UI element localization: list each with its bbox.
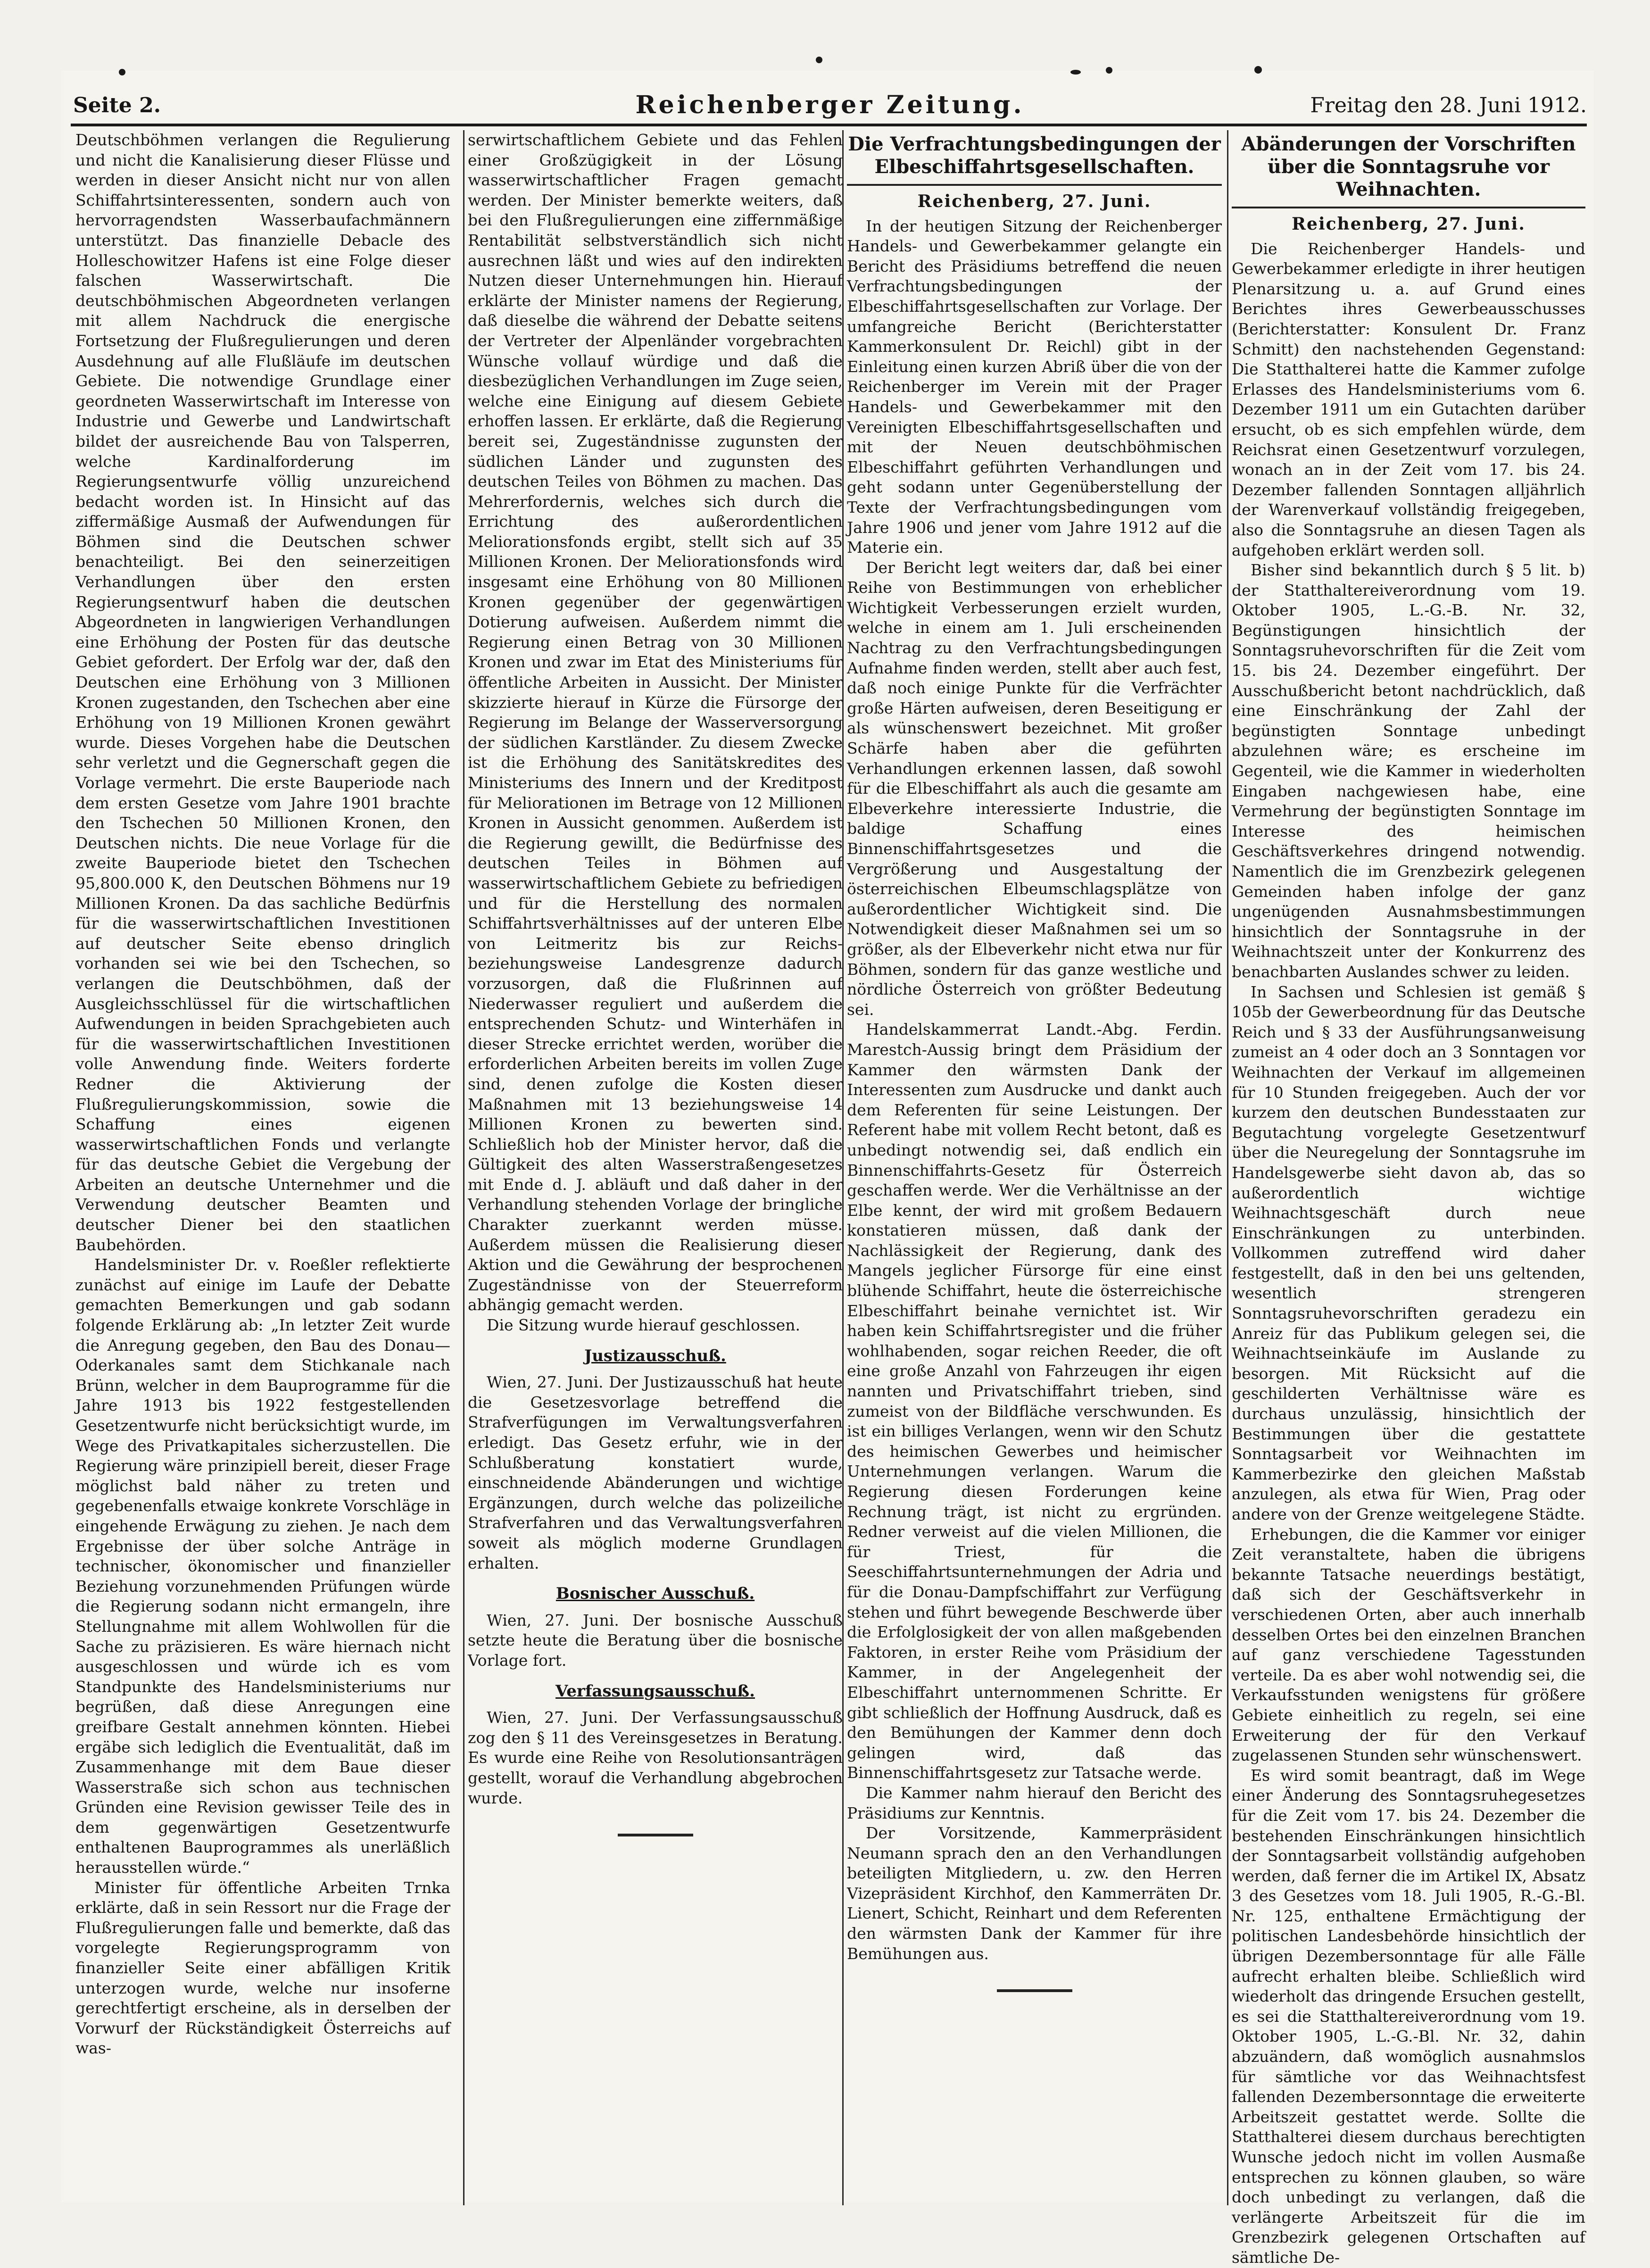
scan-dot [1106,67,1112,74]
title-rule [847,184,1222,186]
paragraph: Bisher sind bekanntlich durch § 5 lit. b) der Statthaltereiverordnung vom 19. Oktober 1905, L.-G.-B. Nr. 32, Begünstigungen hinsichtlich der Sonntagsruhevorschriften für die Zeit vom 15. bis 24. Dezember eingeführt. Der Ausschußbericht betont nachdrücklich, daß eine Einschränkung der Zahl der begünstigten Sonntage unbedingt abzulehnen wäre; es erscheine im Gegenteil, wie die Kammer in wiederholten Eingaben nachgewiesen habe, eine Vermehrung der begünstigten Sonntage im Interesse des heimischen Geschäftsverkehres dringend notwendig. Namentlich die im Grenzbezirk gelegenen Gemeinden haben infolge der ganz ungenügenden Ausnahmsbestimmungen hinsichtlich der Sonntagsruhe in der Weihnachtszeit unter der Konkurrenz des benachbarten Auslandes schwer zu leiden. [1232,561,1585,981]
masthead: Reichenberger Zeitung. [635,91,1025,119]
dateline: Reichenberg, 27. Juni. [917,191,1152,211]
column-rule [463,130,464,2205]
paragraph: Wien, 27. Juni. Der bosnische Ausschuß setzte heute die Beratung über die bosnische Vorlage fort. [468,1611,843,1670]
column-1 [75,130,450,2201]
paragraph: Deutschböhmen verlangen die Regulierung und nicht die Kanalisierung dieser Flüsse und werden in dieser Ansicht nicht nur von allen Schiffahrtsinteressenten, sondern auch von hervorragendsten Wasserbaufachmännern unterstützt. Das finanzielle Debacle des Holleschowitzer Hafens ist eine Folge dieser falschen Wasserwirtschaft. Die deutschböhmischen Abgeordneten verlangen mit allem Nachdruck die energische Fortsetzung der Flußregulierungen und deren Ausdehnung auf alle Flußläufe im deutschen Gebiete. Die notwendige Grundlage einer geordneten Wasserwirtschaft im Interesse von Industrie und Gewerbe und Landwirtschaft bildet der ausreichende Bau von Talsperren, welche Kardinalforderung im Regierungsentwurfe völlig unzureichend bedacht worden ist. In Hinsicht auf das ziffermäßige Ausmaß der Aufwendungen für Böhmen sind die Deutschen schwer benachteiligt. Bei den seinerzeitigen Verhandlungen über den ersten Regierungsentwurf haben die deutschen Abgeordneten in langwierigen Verhandlungen eine Erhöhung der Posten für das deutsche Gebiet gefordert. Der Erfolg war der, daß den Deutschen eine Erhöhung von 3 Millionen Kronen zugestanden, den Tschechen aber eine Erhöhung von 19 Millionen Kronen gewährt wurde. Dieses Vorgehen habe die Deutschen sehr verletzt und die Gegnerschaft gegen die Vorlage vermehrt. Die erste Bauperiode nach dem ersten Gesetze vom Jahre 1901 brachte den Tschechen 50 Millionen Kronen, den Deutschen nichts. Die neue Vorlage für die zweite Bauperiode bietet den Tschechen 95,800.000 K, den Deutschen Böhmens nur 19 Millionen Kronen. Da das sachliche Bedürfnis für die wasserwirtschaftlichen Investitionen auf deutscher Seite ebenso dringlich vorhanden sei wie bei den Tschechen, so verlangen die Deutschböhmen, daß der Ausgleichsschlüssel für die wirtschaftlichen Aufwendungen in beiden Sprachgebieten auch für die wasserwirtschaftlichen Investitionen volle Anwendung finde. Weiters forderte Redner die Aktivierung der Flußregulierungskommission, sowie die Schaffung eines eigenen wasserwirtschaftlichen Fonds und verlangte für das deutsche Gebiet die Vergebung der Arbeiten an deutsche Unternehmer und die Verwendung deutscher Beamten und deutscher Diener bei den staatlichen Baubehörden. [75,131,450,1254]
paragraph: Wien, 27. Juni. Der Verfassungsausschuß zog den § 11 des Vereinsgesetzes in Beratung. Es wurde eine Reihe von Resolutionsanträgen gestellt, worauf die Verhandlung abgebrochen wurde. [468,1708,843,1807]
paragraph: Wien, 27. Juni. Der Justizausschuß hat heute die Gesetzesvorlage betreffend die Strafverfügungen im Verwaltungsverfahren erledigt. Das Gesetz erfuhr, wie in der Schlußberatung konstatiert wurde, einschneidende Abänderungen und wichtige Ergänzungen, durch welche das polizeiliche Strafverfahren und das Verwaltungsverfahren soweit als möglich moderne Grundlagen erhalten. [468,1373,843,1572]
section-title-justiz: Justizausschuß. [584,1346,726,1365]
paragraph: Erhebungen, die die Kammer vor einiger Zeit veranstaltete, haben die übrigens bekannte Tatsache neuerdings bestätigt, daß sich der Geschäftsverkehr in verschiedenen Orten, aber auch innerhalb desselben Ortes bei den einzelnen Branchen auf ganz verschiedene Tagesstunden verteile. Da es aber wohl notwendig sei, die Verkaufsstunden wenigstens für größere Gebiete einheitlich zu regeln, sei eine Erweiterung der für den Verkauf zugelassenen Stunden sehr wünschenswert. [1232,1525,1585,1765]
column-4 [1232,130,1585,2267]
paragraph: Die Sitzung wurde hierauf geschlossen. [487,1316,801,1335]
section-title-verfassung: Verfassungsausschuß. [556,1681,755,1701]
paragraph: Die Kammer nahm hierauf den Bericht des Präsidiums zur Kenntnis. [847,1783,1222,1822]
column-3 [847,130,1222,2201]
paragraph: Der Vorsitzende, Kammerpräsident Neumann sprach den an den Verhandlungen beteiligten Mitgliedern, u. zw. den Herren Vizepräsident Kirchhof, den Kammerräten Dr. Lienert, Schicht, Reinhart und dem Referenten den wärmsten Dank der Kammer für ihre Bemühungen aus. [847,1824,1222,1963]
column-rule [1227,130,1228,2205]
end-rule [997,1989,1072,1992]
paragraph: Minister für öffentliche Arbeiten Trnka erklärte, daß in sein Ressort nur die Frage der Flußregulierungen falle und bemerkte, daß das vorgelegte Regierungsprogramm von finanzieller Seite einer abfälligen Kritik unterzogen wurde, welche nur insoferne gerechtfertigt erscheine, als in derselben der Vorwurf der Rückständigkeit Österreichs auf was- [75,1878,450,2058]
title-rule [1232,207,1585,208]
article-title: Abänderungen der Vorschriften über die Sonntagsruhe vor Weihnachten. [1241,133,1576,200]
paragraph: In Sachsen und Schlesien ist gemäß § 105b der Gewerbeordnung für das Deutsche Reich und § 33 der Ausführungsanweisung zumeist an 4 oder doch an 3 Sonntagen vor Weihnachten der Verkauf im allgemeinen für 10 Stunden freigegeben. Auch der vor kurzem den deutschen Bundesstaaten zur Begutachtung vorgelegte Gesetzentwurf über die Neuregelung der Sonntagsruhe im Handelsgewerbe sieht davon ab, das so außerordentlich wichtige Weihnachtsgeschäft durch neue Einschränkungen zu unterbinden. Vollkommen zutreffend wird daher festgestellt, daß in den bei uns geltenden, wesentlich strengeren Sonntagsruhevorschriften geradezu ein Anreiz für das Publikum gelegen sei, die Weihnachtseinkäufe im Auslande zu besorgen. Mit Rücksicht auf die geschilderten Verhältnisse wäre es durchaus unzulässig, hinsichtlich der Bestimmungen über die gestattete Sonntagsarbeit vor Weihnachten im Kammerbezirke den gleichen Maßstab anzulegen, als etwa für Wien, Prag oder andere von der Grenze weitgelegene Städte. [1232,982,1585,1523]
paragraph: Handelskammerrat Landt.-Abg. Ferdin. Marestch-Aussig bringt dem Präsidium der Kammer den wärmsten Dank der Interessenten zum Ausdrucke und dankt auch dem Referenten für seine Leistungen. Der Referent habe mit vollem Recht betont, daß es unbedingt notwendig sei, daß endlich ein Binnenschiffahrts-Gesetz für Österreich geschaffen werde. Wer die Verhältnisse an der Elbe kennt, der wird mit großem Bedauern konstatieren müssen, daß dank der Nachlässigkeit der Regierung, dank des Mangels jeglicher Fürsorge für eine einst blühende Schiffahrt, heute die österreichische Elbeschiffahrt beinahe vernichtet ist. Wir haben kein Schiffahrtsregister und die früher wohlhabenden, sogar reichen Reeder, die oft eine große Anzahl von Fahrzeugen ihr eigen nannten und Privatschiffahrt trieben, sind zumeist von der Bildfläche verschwunden. Es ist ein billiges Verlangen, wenn wir den Schutz des heimischen Gewerbes und heimischer Unternehmungen verlangen. Warum die Regierung diesen Forderungen keine Rechnung trägt, ist nicht zu ergründen. Redner verweist auf die vielen Millionen, die für Triest, für die Seeschiffahrtsunternehmungen der Adria und für die Donau-Dampfschiffahrt zur Verfügung stehen und führt bewegende Beschwerde über die Erfolglosigkeit der von allen maßgebenden Faktoren, in erster Reihe vom Präsidium der Kammer, in der Angelegenheit der Elbeschiffahrt unternommenen Schritte. Er gibt schließlich der Hoffnung Ausdruck, daß es den Bemühungen der Kammer denn doch gelingen wird, daß das Binnenschiffahrtsgesetz zur Tatsache werde. [847,1020,1222,1782]
paragraph: Die Reichenberger Handels- und Gewerbekammer erledigte in ihrer heutigen Plenarsitzung u. a. auf Grund eines Berichtes ihres Gewerbeausschusses (Berichterstatter: Konsulent Dr. Franz Schmitt) den nachstehenden Gegenstand: Die Statthalterei hatte die Kammer zufolge Erlasses des Handelsministeriums vom 6. Dezember 1911 um ein Gutachten darüber ersucht, ob es sich empfehlen würde, dem Reichsrat einen Gesetzentwurf vorzulegen, wonach an in der Zeit vom 17. bis 24. Dezember fallenden Sonntagen alljährlich der Warenverkauf vollständig freigegeben, also die Sonntagsruhe an diesen Tagen als aufgehoben erklärt werden soll. [1232,239,1585,559]
paragraph: serwirtschaftlichem Gebiete und das Fehlen einer Großzügigkeit in der Lösung wasserwirtschaftlicher Fragen gemacht werden. Der Minister bemerkte weiters, daß bei den Flußregulierungen eine ziffernmäßige Rentabilität selbstverständlich sich nicht ausrechnen läßt und wies auf den indirekten Nutzen dieser Unternehmungen hin. Hierauf erklärte der Minister namens der Regierung, daß dieselbe die während der Debatte seitens der Vertreter der Alpenländer vorgebrachten Wünsche vollauf würdige und daß die diesbezüglichen Verhandlungen im Zuge seien, welche eine Einigung auf diesem Gebiete erhoffen lassen. Er erklärte, daß die Regierung bereit sei, Zugeständnisse zugunsten der südlichen Länder und zugunsten des deutschen Teiles von Böhmen zu machen. Das Mehrerfordernis, welches sich durch die Errichtung des außerordentlichen Meliorationsfonds ergibt, stellt sich auf 35 Millionen Kronen. Der Meliorationsfonds wird insgesamt eine Erhöhung von 80 Millionen Kronen gegenüber der gegenwärtigen Dotierung aufweisen. Außerdem nimmt die Regierung einen Betrag von 30 Millionen Kronen und zwar im Etat des Ministeriums für öffentliche Arbeiten in Aussicht. Der Minister skizzierte hierauf in Kürze die Fürsorge der Regierung im Belange der Wasserversorgung der südlichen Karstländer. Zu diesem Zwecke ist die Erhöhung des Sanitätskredites des Ministeriums des Innern und der Kreditpost für Meliorationen im Betrage von 12 Millionen Kronen in Aussicht genommen. Außerdem ist die Regierung gewillt, die Bedürfnisse des deutschen Teiles in Böhmen auf wasserwirtschaftlichem Gebiete zu befriedigen und für die Herstellung des normalen Schiffahrtsverhältnisses auf der unteren Elbe von Leitmeritz bis zur Reichs- beziehungsweise Landesgrenze dadurch vorzusorgen, daß die Flußrinnen auf Niederwasser reguliert und außerdem die entsprechenden Schutz- und Winterhäfen in dieser Strecke errichtet werden, worüber die erforderlichen Arbeiten bereits im vollen Zuge sind, denen zufolge die Kosten dieser Maßnahmen mit 13 beziehungsweise 14 Millionen Kronen zu bewerten sind. Schließlich hob der Minister hervor, daß die Gültigkeit des alten Wasserstraßengesetzes mit Ende d. J. abläuft und daß daher in der Verhandlung stehenden Vorlage der bringliche Charakter zuerkannt werden müsse. Außerdem müssen die Realisierung dieser Aktion und die Gewährung der besprochenen Zugeständnisse von der Steuerreform abhängig gemacht werden. [468,131,843,1314]
dateline: Reichenberg, 27. Juni. [1292,214,1526,234]
end-rule [618,1834,693,1836]
header-rule [71,124,1587,126]
column-2 [468,130,843,2201]
page-number: Seite 2. [73,93,161,117]
paragraph: In der heutigen Sitzung der Reichenberger Handels- und Gewerbekammer gelangte ein Bericht des Präsidiums betreffend die neuen Verfrachtungsbedingungen der Elbeschiffahrtsgesellschaften zur Vorlage. Der umfangreiche Bericht (Berichterstatter Kammerkonsulent Dr. Reichl) gibt in der Einleitung einen kurzen Abriß über die von der Reichenberger im Verein mit der Prager Handels- und Gewerbekammer mit den Vereinigten Elbeschiffahrtsgesellschaften und mit der Neuen deutschböhmischen Elbeschiffahrt geführten Verhandlungen und geht sodann unter Gegenüberstellung der Texte der Verfrachtungsbedingungen vom Jahre 1906 und jener vom Jahre 1912 auf die Materie ein. [847,216,1222,557]
scan-dot [1254,66,1262,74]
paragraph: Der Bericht legt weiters dar, daß bei einer Reihe von Bestimmungen von erheblicher Wichtigkeit Verbesserungen erzielt wurden, welche in einem am 1. Juli erscheinenden Nachtrag zu den Verfrachtungsbedingungen Aufnahme finden werden, stellt aber auch fest, daß noch einige Punkte für die Verfrächter große Härten aufweisen, deren Beseitigung er als wünschenswert bezeichnet. Mit großer Schärfe haben aber die geführten Verhandlungen erkennen lassen, daß sowohl für die Elbeschiffahrt als auch die gesamte am Elbeverkehre interessierte Industrie, die baldige Schaffung eines Binnenschiffahrtsgesetzes und die Vergrößerung und Ausgestaltung der österreichischen Elbeumschlagsplätze von außerordentlicher Wichtigkeit sind. Die Notwendigkeit dieser Maßnahmen sei um so größer, als der Elbeverkehr nicht etwa nur für Böhmen, sondern für das ganze westliche und nördliche Österreich von größter Bedeutung sei. [847,558,1222,1019]
article-title: Die Verfrachtungsbedingungen der Elbeschiffahrtsgesellschaften. [848,133,1221,178]
scan-dot [816,57,822,63]
section-title-bosnisch: Bosnischer Ausschuß. [556,1584,755,1603]
issue-date: Freitag den 28. Juni 1912. [1310,93,1587,117]
paragraph: Es wird somit beantragt, daß im Wege einer Änderung des Sonntagsruhegesetzes für die Zeit vom 17. bis 24. Dezember die bestehenden Einschränkungen hinsichtlich der Sonntagsarbeit vollständig aufgehoben werden, daß ferner die im Artikel IX, Absatz 3 des Gesetzes vom 18. Juli 1905, R.-G.-Bl. Nr. 125, enthaltene Ermächtigung der politischen Landesbehörde hinsichtlich der übrigen Dezembersonntage für alle Fälle aufrecht erhalten bleibe. Schließlich wird wiederholt das dringende Ersuchen gestellt, es sei die Statthaltereiverordnung vom 19. Oktober 1905, L.-G.-Bl. Nr. 32, dahin abzuändern, daß womöglich ausnahmslos für sämtliche vor das Weihnachtsfest fallenden Dezembersonntage die erweiterte Arbeitszeit gestattet werde. Sollte die Statthalterei diesem durchaus berechtigten Wunsche jedoch nicht im vollen Ausmaße entsprechen zu können glauben, so wäre doch unbedingt zu verlangen, daß die verlängerte Arbeitszeit für die im Grenzbezirk gelegenen Ortschaften auf sämtliche De- [1232,1766,1585,2267]
scan-dot [1070,70,1081,75]
scan-dot [119,69,125,75]
page-header [73,89,1587,122]
paragraph: Handelsminister Dr. v. Roeßler reflektierte zunächst auf einige im Laufe der Debatte gemachten Bemerkungen und gab sodann folgende Erklärung ab: „In letzter Zeit wurde die Anregung gegeben, den Bau des Donau—Oderkanales samt dem Stichkanale nach Brünn, welcher in dem Bauprogramme für die Jahre 1913 bis 1922 festgestellenden Gesetzentwurfe nicht berücksichtigt wurde, im Wege des Privatkapitales sicherzustellen. Die Regierung wäre prinzipiell bereit, dieser Frage möglichst bald näher zu treten und gegebenenfalls etwaige konkrete Vorschläge in eingehende Erwägung zu ziehen. Je nach dem Ergebnisse der über solche Anträge in technischer, ökonomischer und finanzieller Beziehung vorzunehmenden Prüfungen würde die Regierung sodann nicht ermangeln, ihre Stellungnahme mit allem Wohlwollen für die Sache zu präzisieren. Es wäre hiernach nicht ausgeschlossen und würde ich es vom Standpunkte des Handelsministeriums nur begrüßen, daß diese Anregungen eine greifbare Gestalt annehmen könnten. Hiebei ergäbe sich lediglich die Eventualität, daß im Zusammenhange mit dem Baue dieser Wasserstraße sich schon aus technischen Gründen eine Revision gewisser Teile des in dem gegenwärtigen Gesetzentwurfe enthaltenen Bauprogrammes als unerläßlich herausstellen würde.“ [75,1255,450,1877]
